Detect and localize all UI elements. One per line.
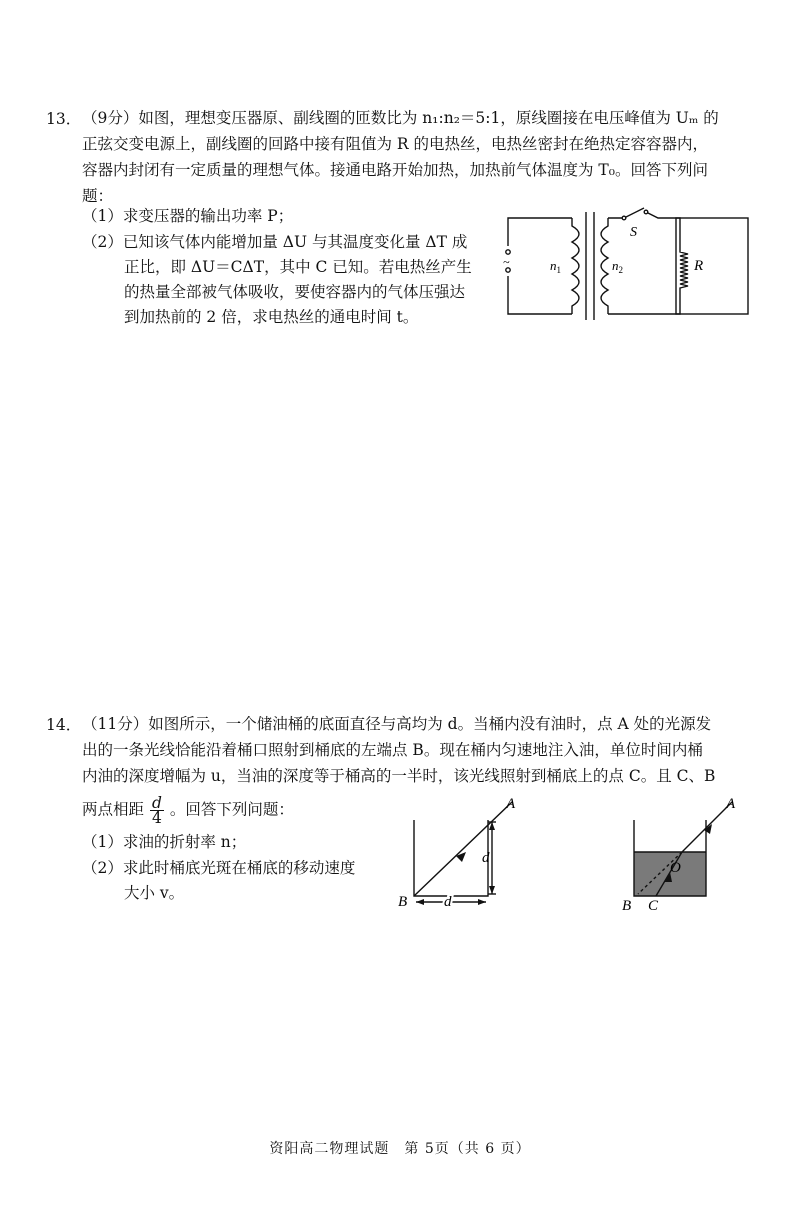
q13-sub2-line-2: 正比，即 ΔU＝CΔT，其中 C 已知。若电热丝产生 — [124, 258, 472, 276]
transformer-circuit-diagram — [500, 206, 760, 324]
q14-sub2-line-2: 大小 v。 — [124, 884, 185, 902]
source-symbol: ~ — [503, 255, 510, 269]
point-b-label: B — [622, 898, 632, 914]
q13-sub2-line-1: （2）已知该气体内能增加量 ΔU 与其温度变化量 ΔT 成 — [82, 233, 468, 251]
light-ray — [414, 802, 512, 896]
switch-contact-left — [622, 216, 626, 220]
q13-line-1: （9分）如图，理想变压器原、副线圈的匝数比为 n₁:n₂＝5:1，原线圈接在电压峰值为 Uₘ 的 — [82, 109, 719, 127]
q13-sub2-line-3: 的热量全部被气体吸收，要使容器内的气体压强达 — [124, 283, 466, 301]
width-label: d — [444, 894, 452, 910]
primary-wire — [508, 218, 572, 314]
height-label: d — [482, 850, 490, 866]
page-footer: 资阳高二物理试题 第 5页（共 6 页） — [269, 1141, 531, 1157]
q13-line-4: 题： — [82, 187, 114, 205]
q13-sub1: （1）求变压器的输出功率 P； — [82, 207, 294, 225]
switch-contact-right — [644, 210, 648, 214]
fraction-d-over-4 — [150, 796, 164, 825]
q13-line-3: 容器内封闭有一定质量的理想气体。接通电路开始加热，加热前气体温度为 T₀。回答下列问 — [82, 161, 708, 179]
q14-sub2-line-1: （2）求此时桶底光斑在桶底的移动速度 — [82, 859, 356, 877]
incident-ray — [682, 802, 732, 852]
resistor-label: R — [694, 258, 704, 274]
point-a-label: A — [506, 796, 516, 812]
oil-barrel-figure — [616, 794, 746, 914]
q14-line-3: 内油的深度增幅为 u，当油的深度等于桶高的一半时，该光线照射到桶底上的点 C。且 C、B — [82, 767, 716, 785]
point-a-label: A — [726, 796, 736, 812]
empty-barrel-figure — [396, 794, 526, 912]
switch-blade — [624, 208, 644, 218]
switch-label: S — [630, 225, 637, 240]
point-o-label: O — [670, 860, 681, 876]
heating-wire — [680, 246, 688, 292]
q14-line-4-prefix: 两点相距 — [82, 800, 145, 819]
fraction-numerator: d — [151, 794, 162, 812]
q14-line-4-suffix: 。回答下列问题： — [169, 800, 294, 819]
primary-coil — [572, 218, 579, 314]
secondary-coil — [601, 218, 608, 314]
q14-line-4 — [82, 796, 294, 825]
q13-sub2-line-4: 到加热前的 2 倍，求电热丝的通电时间 t。 — [124, 308, 419, 326]
source-terminal-top — [506, 250, 510, 254]
point-c-label: C — [648, 898, 659, 914]
q14-number: 14． — [46, 716, 82, 734]
q14-line-2: 出的一条光线恰能沿着桶口照射到桶底的左端点 B。现在桶内匀速地注入油，单位时间内桶 — [82, 741, 703, 759]
q14-line-1: （11分）如图所示，一个储油桶的底面直径与高均为 d。当桶内没有油时，点 A 处的光源发 — [82, 715, 712, 733]
q13-number: 13． — [46, 110, 82, 128]
q14-sub1: （1）求油的折射率 n； — [82, 833, 247, 851]
point-b-label: B — [398, 894, 408, 910]
fraction-denominator: 4 — [151, 809, 162, 827]
n2-label: $n_2$ — [612, 258, 623, 275]
q13-line-2: 正弦交变电源上，副线圈的回路中接有阻值为 R 的电热丝，电热丝密封在绝热定容容器内， — [82, 135, 709, 153]
n1-label: $n_1$ — [550, 258, 561, 275]
secondary-wire — [608, 212, 680, 314]
